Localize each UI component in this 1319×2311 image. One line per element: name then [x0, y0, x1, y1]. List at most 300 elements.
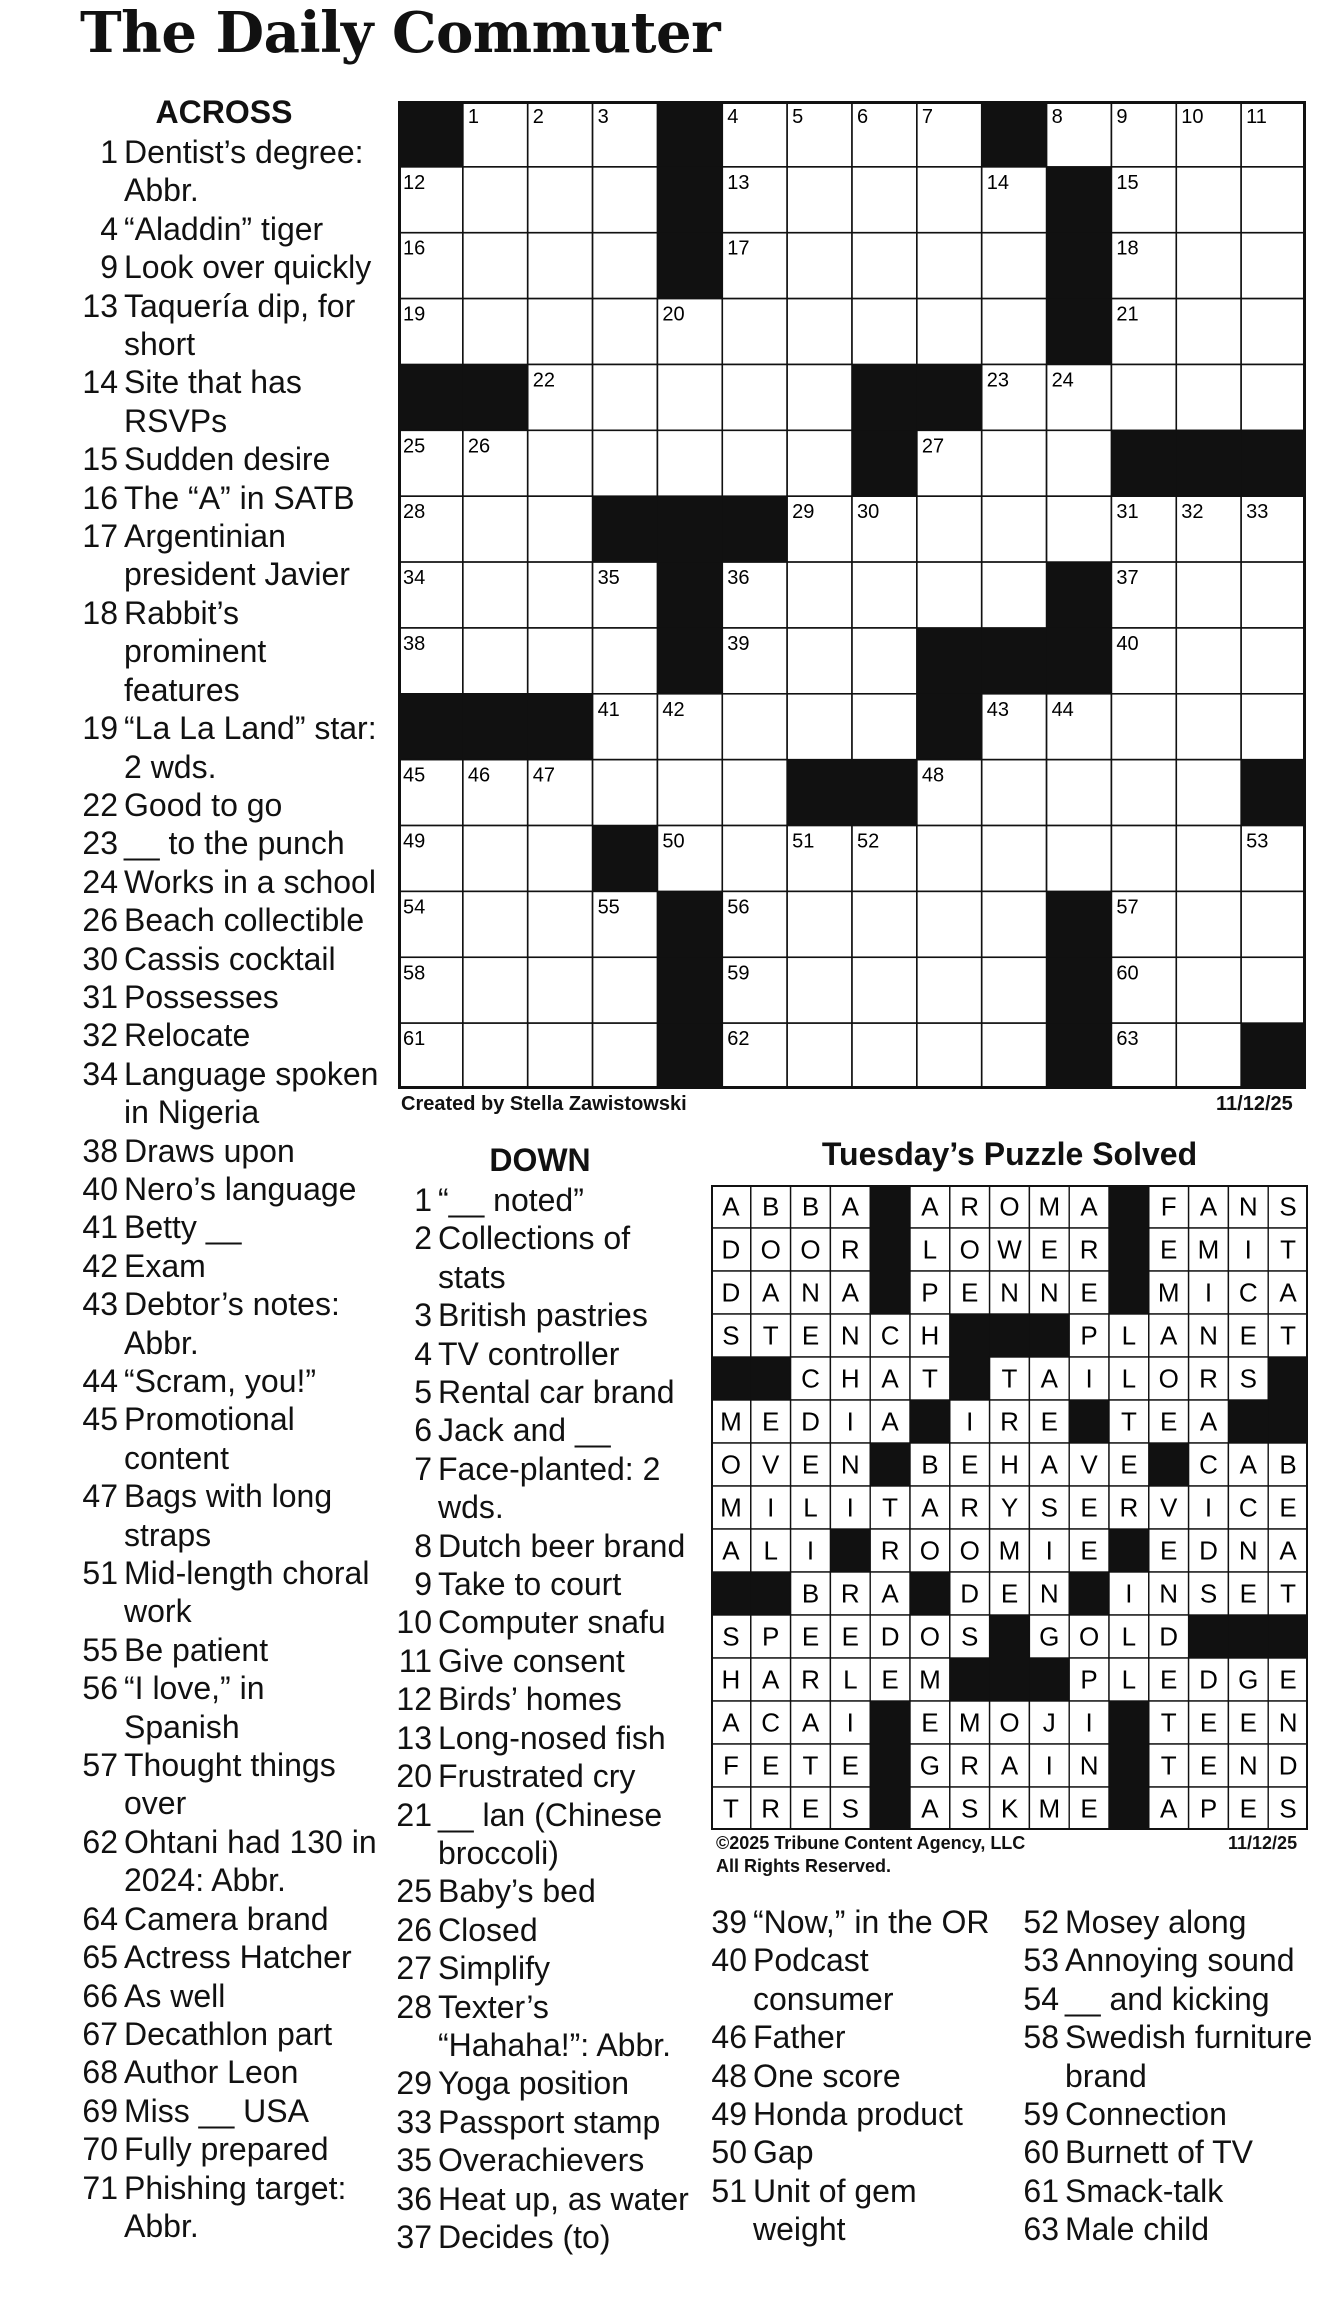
clue-number: 31 [82, 978, 118, 1015]
solution-letter: E [1120, 1449, 1138, 1480]
solution-letter: T [1280, 1234, 1297, 1265]
solution-letter: M [919, 1664, 941, 1695]
grid-cell[interactable] [528, 233, 593, 299]
grid-cell[interactable] [593, 628, 658, 694]
solution-letter: I [846, 1406, 854, 1437]
grid-cell[interactable] [1241, 694, 1306, 760]
clue-across-43[interactable] [80, 1285, 380, 1362]
clue-across-71[interactable] [80, 2169, 380, 2246]
cell-number: 18 [1116, 237, 1139, 260]
clue-across-16[interactable] [80, 479, 380, 517]
grid-cell[interactable] [463, 826, 528, 892]
clue-number: 66 [82, 1977, 118, 2014]
clue-number: 63 [1023, 2211, 1059, 2248]
solution-grid [711, 1185, 1308, 1830]
grid-cell[interactable] [917, 891, 982, 957]
clue-down-col3-53[interactable] [1021, 1941, 1317, 1979]
grid-cell[interactable] [463, 1023, 528, 1089]
clue-down-col1-33[interactable] [394, 2103, 694, 2141]
grid-cell[interactable] [982, 1023, 1047, 1089]
solution-letter: N [1159, 1578, 1179, 1609]
cell-number: 57 [1116, 896, 1139, 919]
clue-text: Connection [1065, 2096, 1227, 2133]
clue-across-18[interactable] [80, 594, 380, 709]
clue-across-15[interactable] [80, 440, 380, 478]
grid-cell[interactable] [1176, 562, 1241, 628]
grid-cell[interactable] [1241, 957, 1306, 1023]
grid-cell[interactable] [463, 233, 528, 299]
clue-number: 45 [82, 1401, 118, 1438]
solution-letter: E [1080, 1492, 1098, 1523]
grid-cell[interactable] [1176, 628, 1241, 694]
solution-letter: E [1279, 1492, 1297, 1523]
solution-letter: O [999, 1191, 1020, 1222]
grid-cell[interactable] [1111, 364, 1176, 430]
clue-down-col1-27[interactable] [394, 1949, 694, 1987]
grid-cell[interactable] [852, 891, 917, 957]
black-square [1241, 760, 1306, 826]
grid-cell[interactable] [463, 628, 528, 694]
clue-down-col1-35[interactable] [394, 2141, 694, 2179]
cell-number: 19 [403, 303, 426, 326]
clue-text: __ and kicking [1065, 1980, 1270, 2017]
clue-down-col1-25[interactable] [394, 1872, 694, 1910]
clue-down-col1-20[interactable] [394, 1757, 694, 1795]
grid-cell[interactable] [1111, 826, 1176, 892]
clue-across-9[interactable] [80, 248, 380, 286]
grid-cell[interactable] [917, 1023, 982, 1089]
grid-cell[interactable] [1241, 891, 1306, 957]
clue-across-67[interactable] [80, 2015, 380, 2053]
solution-black-square [751, 1357, 791, 1401]
grid-cell[interactable] [463, 891, 528, 957]
clue-across-22[interactable] [80, 786, 380, 824]
clue-across-66[interactable] [80, 1977, 380, 2015]
grid-cell[interactable] [982, 891, 1047, 957]
clue-text: Jack and __ [438, 1412, 611, 1449]
grid-cell[interactable] [528, 167, 593, 233]
clue-down-col1-2[interactable] [394, 1219, 694, 1296]
clue-down-col2-46[interactable] [709, 2018, 1009, 2056]
clue-down-col2-48[interactable] [709, 2057, 1009, 2095]
solution-letter: E [1239, 1707, 1257, 1738]
grid-cell[interactable] [982, 562, 1047, 628]
cell-number: 61 [403, 1028, 426, 1051]
grid-cell[interactable] [528, 299, 593, 365]
grid-cell[interactable] [722, 694, 787, 760]
grid-cell[interactable] [528, 826, 593, 892]
grid-cell[interactable] [1241, 299, 1306, 365]
clue-down-col1-26[interactable] [394, 1911, 694, 1949]
grid-cell[interactable] [982, 826, 1047, 892]
grid-cell[interactable] [1241, 628, 1306, 694]
clue-text: Camera brand [124, 1900, 329, 1937]
cell-number: 52 [857, 830, 880, 853]
solution-letter: W [997, 1234, 1022, 1265]
solution-letter: D [1278, 1750, 1298, 1781]
cell-number: 11 [1246, 106, 1267, 128]
grid-cell[interactable] [593, 760, 658, 826]
grid-cell[interactable] [1111, 760, 1176, 826]
clue-text: “I love,” in Spanish [124, 1670, 265, 1745]
grid-cell[interactable] [917, 957, 982, 1023]
solution-black-square [830, 1529, 870, 1573]
down-clue-list-2 [709, 1903, 1009, 2249]
clue-down-col3-52[interactable] [1021, 1903, 1317, 1941]
solution-letter: I [767, 1492, 775, 1523]
grid-cell[interactable] [463, 167, 528, 233]
solution-black-square [990, 1314, 1030, 1358]
clue-number: 58 [1023, 2019, 1059, 2056]
clue-text: Debtor’s notes: Abbr. [124, 1286, 340, 1361]
cell-number: 45 [403, 764, 426, 787]
grid-cell[interactable] [1176, 891, 1241, 957]
clue-across-65[interactable] [80, 1938, 380, 1976]
clue-down-col1-9[interactable] [394, 1565, 694, 1603]
grid-cell[interactable] [852, 1023, 917, 1089]
clue-down-col2-50[interactable] [709, 2133, 1009, 2171]
solution-letter: I [846, 1492, 854, 1523]
solution-letter: A [1160, 1793, 1178, 1824]
solution-letter: L [1121, 1320, 1137, 1351]
solution-letter: E [1000, 1578, 1019, 1609]
grid-cell[interactable] [1241, 233, 1306, 299]
clue-down-col3-58[interactable] [1021, 2018, 1317, 2095]
solution-letter: L [763, 1535, 778, 1566]
solution-letter: O [959, 1234, 980, 1265]
clue-across-24[interactable] [80, 863, 380, 901]
clue-number: 47 [82, 1478, 118, 1515]
clue-down-col3-63[interactable] [1021, 2210, 1317, 2248]
clue-text: Fully prepared [124, 2131, 329, 2168]
grid-cell[interactable] [852, 167, 917, 233]
grid-cell[interactable] [593, 957, 658, 1023]
grid-cell[interactable] [528, 496, 593, 562]
clue-down-col1-11[interactable] [394, 1642, 694, 1680]
clue-down-col2-51[interactable] [709, 2172, 1009, 2249]
clue-number: 9 [414, 1566, 432, 1603]
solution-letter: E [841, 1750, 859, 1781]
cell-number: 24 [1051, 369, 1074, 392]
solution-letter: B [762, 1191, 780, 1222]
solution-black-square [870, 1744, 910, 1788]
grid-cell[interactable] [722, 826, 787, 892]
clue-down-col1-10[interactable] [394, 1603, 694, 1641]
cell-number: 33 [1246, 501, 1269, 524]
solution-black-square [950, 1314, 990, 1358]
grid-cell[interactable] [982, 233, 1047, 299]
grid-cell[interactable] [1176, 1023, 1241, 1089]
clue-across-23[interactable] [80, 824, 380, 862]
grid-cell[interactable] [1176, 957, 1241, 1023]
clue-text: Swedish furniture brand [1065, 2019, 1313, 2094]
black-square [982, 628, 1047, 694]
grid-cell[interactable] [593, 299, 658, 365]
clue-across-17[interactable] [80, 517, 380, 594]
clue-across-41[interactable] [80, 1208, 380, 1246]
clue-down-col1-4[interactable] [394, 1335, 694, 1373]
clue-text: Mosey along [1065, 1904, 1247, 1940]
clue-down-col3-54[interactable] [1021, 1980, 1317, 2018]
grid-cell[interactable] [528, 957, 593, 1023]
clue-down-col1-36[interactable] [394, 2180, 694, 2218]
grid-cell[interactable] [787, 957, 852, 1023]
clue-across-62[interactable] [80, 1823, 380, 1900]
cell-number: 5 [792, 106, 804, 128]
solution-letter: T [1120, 1406, 1137, 1437]
grid-cell[interactable] [787, 562, 852, 628]
clue-number: 25 [396, 1873, 432, 1910]
solution-black-square [1069, 1572, 1109, 1616]
clue-number: 20 [396, 1758, 432, 1795]
grid-cell[interactable] [852, 957, 917, 1023]
clue-down-col1-13[interactable] [394, 1719, 694, 1757]
grid-cell[interactable] [528, 891, 593, 957]
clue-number: 56 [82, 1670, 118, 1707]
clue-across-14[interactable] [80, 363, 380, 440]
grid-cell[interactable] [593, 1023, 658, 1089]
grid-cell[interactable] [1176, 694, 1241, 760]
clue-down-col1-1[interactable] [394, 1181, 694, 1219]
clue-across-55[interactable] [80, 1631, 380, 1669]
cell-number: 25 [403, 435, 426, 458]
solution-letter: N [1238, 1191, 1258, 1222]
grid-cell[interactable] [463, 299, 528, 365]
clue-down-col1-3[interactable] [394, 1296, 694, 1334]
clue-text: As well [124, 1977, 226, 2014]
grid-cell[interactable] [852, 299, 917, 365]
rights-line: All Rights Reserved. [716, 1856, 892, 1876]
cell-number: 29 [792, 501, 815, 524]
clue-text: Exam [124, 1247, 206, 1284]
grid-cell[interactable] [528, 1023, 593, 1089]
clue-text: Nero’s language [124, 1170, 357, 1207]
grid-cell[interactable] [787, 167, 852, 233]
clue-down-col1-28[interactable] [394, 1988, 694, 2065]
grid-cell[interactable] [1241, 167, 1306, 233]
grid-cell[interactable] [1176, 760, 1241, 826]
grid-cell[interactable] [722, 760, 787, 826]
solution-letter: E [961, 1277, 979, 1308]
grid-cell[interactable] [1241, 562, 1306, 628]
solution-letter: B [801, 1191, 820, 1222]
grid-cell[interactable] [657, 364, 722, 430]
grid-cell[interactable] [787, 628, 852, 694]
clue-across-70[interactable] [80, 2130, 380, 2168]
clue-across-19[interactable] [80, 709, 380, 786]
grid-cell[interactable] [722, 364, 787, 430]
clue-across-51[interactable] [80, 1554, 380, 1631]
clue-text: Relocate [124, 1017, 251, 1054]
clue-down-col3-59[interactable] [1021, 2095, 1317, 2133]
solution-letter: T [1160, 1750, 1177, 1781]
clue-across-13[interactable] [80, 287, 380, 364]
clue-down-col1-21[interactable] [394, 1796, 694, 1873]
clue-number: 6 [414, 1412, 432, 1449]
solution-letter: C [1238, 1492, 1258, 1523]
clue-across-38[interactable] [80, 1132, 380, 1170]
grid-cell[interactable] [1176, 826, 1241, 892]
clue-down-col1-29[interactable] [394, 2064, 694, 2102]
clue-across-26[interactable] [80, 901, 380, 939]
clue-across-40[interactable] [80, 1170, 380, 1208]
grid-cell[interactable] [1047, 826, 1112, 892]
grid-cell[interactable] [1111, 694, 1176, 760]
grid-cell[interactable] [852, 628, 917, 694]
grid-cell[interactable] [852, 694, 917, 760]
clue-down-col1-37[interactable] [394, 2218, 694, 2256]
clue-down-col3-61[interactable] [1021, 2172, 1317, 2210]
grid-cell[interactable] [593, 233, 658, 299]
clue-down-col3-60[interactable] [1021, 2133, 1317, 2171]
solution-letter: M [1038, 1191, 1061, 1222]
grid-cell[interactable] [593, 364, 658, 430]
solution-letter: E [881, 1664, 899, 1695]
crossword-grid[interactable] [398, 101, 1306, 1089]
grid-cell[interactable] [528, 628, 593, 694]
grid-cell[interactable] [1047, 430, 1112, 496]
grid-cell[interactable] [528, 562, 593, 628]
grid-cell[interactable] [1176, 299, 1241, 365]
grid-cell[interactable] [787, 364, 852, 430]
grid-cell[interactable] [787, 891, 852, 957]
grid-cell[interactable] [917, 826, 982, 892]
clue-across-30[interactable] [80, 940, 380, 978]
grid-cell[interactable] [917, 496, 982, 562]
grid-cell[interactable] [787, 430, 852, 496]
grid-cell[interactable] [593, 430, 658, 496]
clue-across-64[interactable] [80, 1900, 380, 1938]
cell-number: 10 [1181, 106, 1204, 128]
grid-cell[interactable] [982, 496, 1047, 562]
grid-cell[interactable] [917, 562, 982, 628]
grid-cell[interactable] [917, 233, 982, 299]
grid-cell[interactable] [917, 167, 982, 233]
clue-across-44[interactable] [80, 1362, 380, 1400]
clue-number: 51 [82, 1555, 118, 1592]
grid-cell[interactable] [1176, 233, 1241, 299]
solution-letter: E [1160, 1234, 1178, 1265]
clue-across-4[interactable] [80, 210, 380, 248]
clue-across-32[interactable] [80, 1016, 380, 1054]
grid-cell[interactable] [982, 299, 1047, 365]
grid-cell[interactable] [787, 694, 852, 760]
solution-letter: A [921, 1492, 939, 1523]
grid-cell[interactable] [722, 299, 787, 365]
grid-cell[interactable] [1047, 760, 1112, 826]
solution-letter: S [722, 1621, 740, 1652]
clue-down-col1-8[interactable] [394, 1527, 694, 1565]
clue-down-col2-49[interactable] [709, 2095, 1009, 2133]
clue-number: 2 [414, 1220, 432, 1257]
solution-letter: A [921, 1793, 939, 1824]
black-square [1047, 891, 1112, 957]
solution-letter: J [1042, 1707, 1056, 1738]
grid-cell[interactable] [528, 430, 593, 496]
clue-across-34[interactable] [80, 1055, 380, 1132]
solution-letter: N [1000, 1277, 1019, 1308]
clue-number: 53 [1023, 1942, 1059, 1979]
grid-cell[interactable] [787, 1023, 852, 1089]
clue-across-45[interactable] [80, 1400, 380, 1477]
grid-cell[interactable] [657, 430, 722, 496]
solution-letter: B [801, 1578, 820, 1609]
black-square [917, 694, 982, 760]
clue-number: 55 [82, 1631, 118, 1668]
clue-number: 61 [1023, 2172, 1059, 2209]
clue-across-31[interactable] [80, 978, 380, 1016]
clue-number: 10 [396, 1604, 432, 1641]
clue-across-69[interactable] [80, 2092, 380, 2130]
black-square [852, 364, 917, 430]
cell-number: 59 [727, 962, 750, 985]
clue-text: Actress Hatcher [124, 1939, 352, 1976]
clue-text: Thought things over [124, 1747, 336, 1822]
solution-date: 11/12/25 [1228, 1833, 1298, 1853]
solution-black-square [870, 1271, 910, 1315]
solution-black-square [1109, 1529, 1149, 1573]
clue-across-47[interactable] [80, 1477, 380, 1554]
solution-letter: O [999, 1707, 1020, 1738]
grid-cell[interactable] [463, 496, 528, 562]
grid-cell[interactable] [1176, 364, 1241, 430]
clue-across-1[interactable] [80, 133, 380, 210]
clue-across-56[interactable] [80, 1669, 380, 1746]
grid-cell[interactable] [852, 562, 917, 628]
clue-text: Unit of gem weight [753, 2172, 917, 2248]
clue-down-col1-6[interactable] [394, 1411, 694, 1449]
clue-across-57[interactable] [80, 1746, 380, 1823]
clue-down-col1-5[interactable] [394, 1373, 694, 1411]
grid-cell[interactable] [917, 299, 982, 365]
clue-number: 57 [82, 1747, 118, 1784]
grid-cell[interactable] [852, 233, 917, 299]
solution-letter: S [722, 1320, 740, 1351]
grid-cell[interactable] [1047, 496, 1112, 562]
grid-cell[interactable] [982, 760, 1047, 826]
clue-text: “La La Land” star: 2 wds. [124, 710, 377, 785]
solution-letter: S [1239, 1363, 1257, 1394]
grid-cell[interactable] [982, 430, 1047, 496]
solution-letter: T [722, 1793, 739, 1824]
grid-cell[interactable] [1176, 167, 1241, 233]
grid-cell[interactable] [463, 562, 528, 628]
clue-across-42[interactable] [80, 1247, 380, 1285]
grid-cell[interactable] [593, 167, 658, 233]
grid-cell[interactable] [787, 299, 852, 365]
cell-number: 49 [403, 830, 426, 853]
grid-cell[interactable] [982, 957, 1047, 1023]
clue-down-col1-12[interactable] [394, 1680, 694, 1718]
clue-number: 29 [396, 2065, 432, 2102]
grid-cell[interactable] [722, 430, 787, 496]
clue-down-col2-39[interactable] [709, 1903, 1009, 1941]
clue-number: 37 [396, 2218, 432, 2255]
clue-text: Father [753, 2019, 846, 2056]
grid-cell[interactable] [787, 233, 852, 299]
solution-letter: D [801, 1406, 820, 1437]
clue-text: Yoga position [438, 2065, 629, 2102]
grid-cell[interactable] [463, 957, 528, 1023]
grid-cell[interactable] [1241, 364, 1306, 430]
clue-down-col1-7[interactable] [394, 1450, 694, 1527]
black-square [722, 496, 787, 562]
clue-text: Dutch beer brand [438, 1527, 686, 1564]
solution-letter: O [720, 1449, 742, 1480]
clue-down-col2-40[interactable] [709, 1941, 1009, 2018]
grid-cell[interactable] [657, 760, 722, 826]
clue-across-68[interactable] [80, 2053, 380, 2091]
